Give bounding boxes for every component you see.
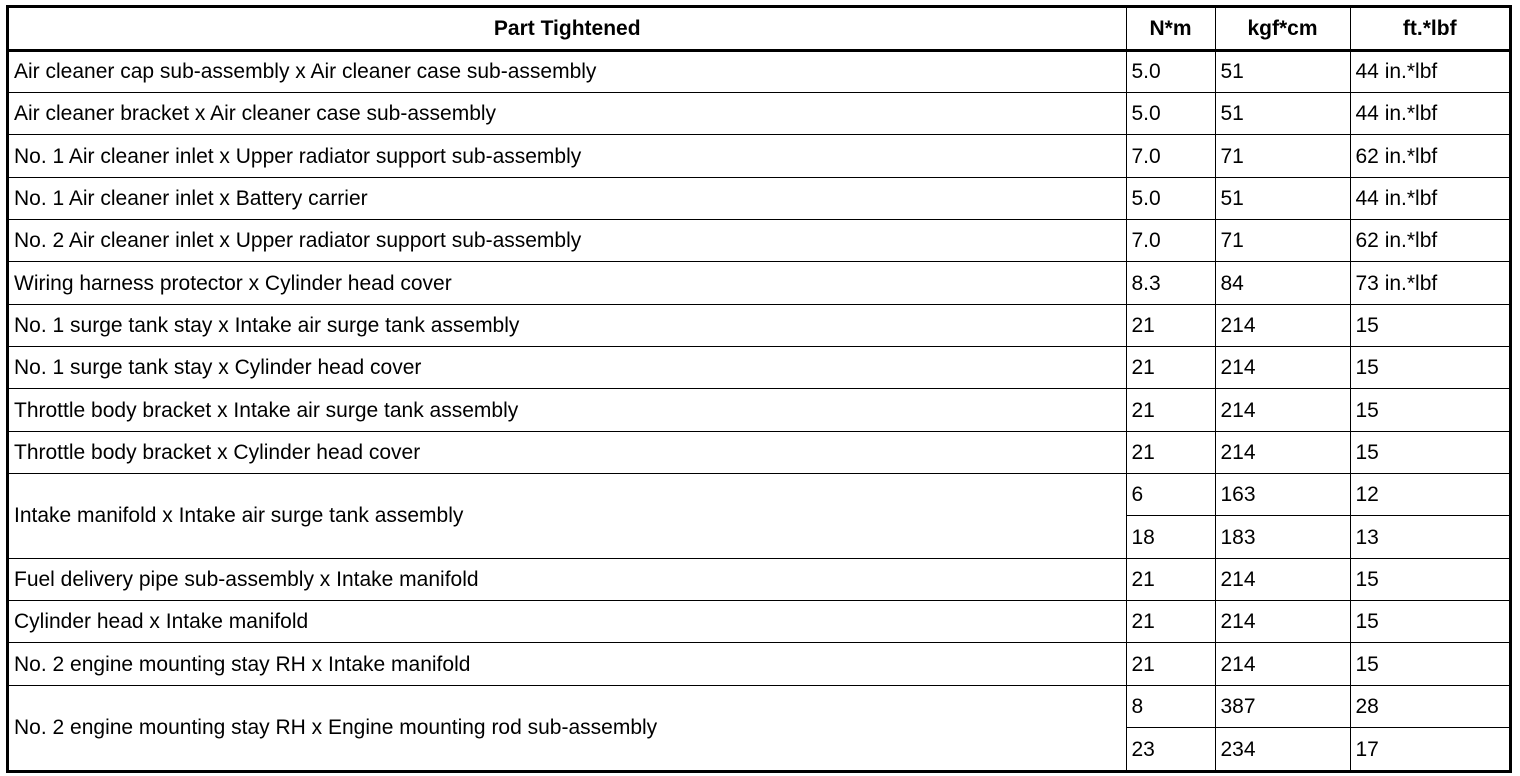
ft-cell: 62 in.*lbf [1350, 220, 1509, 262]
table-row [9, 177, 1509, 219]
table-row [9, 685, 1509, 727]
part-cell: Air cleaner cap sub-assembly x Air cleaner case sub-assembly [9, 50, 1126, 92]
ft-cell: 15 [1350, 304, 1509, 346]
nm-cell: 21 [1126, 347, 1215, 389]
kgf-cell: 214 [1215, 304, 1350, 346]
table-row [9, 50, 1509, 92]
kgf-cell: 214 [1215, 601, 1350, 643]
part-cell: Throttle body bracket x Cylinder head cover [9, 431, 1126, 473]
header-part-tightened: Part Tightened [9, 8, 1126, 50]
nm-cell: 5.0 [1126, 177, 1215, 219]
nm-cell: 23 [1126, 728, 1215, 770]
table-row [9, 135, 1509, 177]
ft-cell: 17 [1350, 728, 1509, 770]
part-cell: Throttle body bracket x Intake air surge tank assembly [9, 389, 1126, 431]
nm-cell: 21 [1126, 304, 1215, 346]
nm-cell: 7.0 [1126, 220, 1215, 262]
kgf-cell: 71 [1215, 135, 1350, 177]
table-row [9, 262, 1509, 304]
kgf-cell: 183 [1215, 516, 1350, 558]
nm-cell: 21 [1126, 601, 1215, 643]
torque-specification-table [9, 8, 1509, 770]
part-cell: No. 1 Air cleaner inlet x Battery carrier [9, 177, 1126, 219]
table-row [9, 93, 1509, 135]
ft-cell: 15 [1350, 558, 1509, 600]
nm-cell: 5.0 [1126, 50, 1215, 92]
part-cell: No. 2 engine mounting stay RH x Engine mounting rod sub-assembly [9, 685, 1126, 770]
ft-cell: 15 [1350, 389, 1509, 431]
table-row [9, 347, 1509, 389]
kgf-cell: 51 [1215, 50, 1350, 92]
kgf-cell: 387 [1215, 685, 1350, 727]
ft-cell: 44 in.*lbf [1350, 50, 1509, 92]
table-row [9, 643, 1509, 685]
ft-cell: 15 [1350, 601, 1509, 643]
nm-cell: 21 [1126, 643, 1215, 685]
ft-cell: 15 [1350, 347, 1509, 389]
table-row [9, 389, 1509, 431]
kgf-cell: 214 [1215, 347, 1350, 389]
table-row [9, 431, 1509, 473]
table-header-row [9, 8, 1509, 50]
ft-cell: 12 [1350, 474, 1509, 516]
ft-cell: 28 [1350, 685, 1509, 727]
ft-cell: 62 in.*lbf [1350, 135, 1509, 177]
kgf-cell: 214 [1215, 389, 1350, 431]
table-row [9, 558, 1509, 600]
part-cell: No. 1 surge tank stay x Intake air surge tank assembly [9, 304, 1126, 346]
part-cell: Fuel delivery pipe sub-assembly x Intake manifold [9, 558, 1126, 600]
part-cell: Air cleaner bracket x Air cleaner case sub-assembly [9, 93, 1126, 135]
nm-cell: 21 [1126, 431, 1215, 473]
ft-cell: 44 in.*lbf [1350, 93, 1509, 135]
ft-cell: 73 in.*lbf [1350, 262, 1509, 304]
ft-cell: 13 [1350, 516, 1509, 558]
ft-cell: 15 [1350, 431, 1509, 473]
table-row [9, 474, 1509, 516]
kgf-cell: 214 [1215, 643, 1350, 685]
table-row [9, 220, 1509, 262]
part-cell: No. 1 surge tank stay x Cylinder head cover [9, 347, 1126, 389]
nm-cell: 21 [1126, 389, 1215, 431]
header-kgf-cm: kgf*cm [1215, 8, 1350, 50]
part-cell: Cylinder head x Intake manifold [9, 601, 1126, 643]
kgf-cell: 214 [1215, 431, 1350, 473]
table-row [9, 601, 1509, 643]
nm-cell: 8 [1126, 685, 1215, 727]
kgf-cell: 214 [1215, 558, 1350, 600]
table-row [9, 304, 1509, 346]
part-cell: Intake manifold x Intake air surge tank assembly [9, 474, 1126, 559]
nm-cell: 18 [1126, 516, 1215, 558]
header-ft-lbf: ft.*lbf [1350, 8, 1509, 50]
kgf-cell: 71 [1215, 220, 1350, 262]
kgf-cell: 84 [1215, 262, 1350, 304]
kgf-cell: 51 [1215, 93, 1350, 135]
ft-cell: 44 in.*lbf [1350, 177, 1509, 219]
part-cell: No. 2 Air cleaner inlet x Upper radiator support sub-assembly [9, 220, 1126, 262]
nm-cell: 6 [1126, 474, 1215, 516]
ft-cell: 15 [1350, 643, 1509, 685]
part-cell: No. 1 Air cleaner inlet x Upper radiator support sub-assembly [9, 135, 1126, 177]
kgf-cell: 163 [1215, 474, 1350, 516]
kgf-cell: 234 [1215, 728, 1350, 770]
header-nm: N*m [1126, 8, 1215, 50]
part-cell: Wiring harness protector x Cylinder head cover [9, 262, 1126, 304]
torque-table-frame [6, 5, 1512, 773]
part-cell: No. 2 engine mounting stay RH x Intake manifold [9, 643, 1126, 685]
nm-cell: 8.3 [1126, 262, 1215, 304]
kgf-cell: 51 [1215, 177, 1350, 219]
nm-cell: 21 [1126, 558, 1215, 600]
nm-cell: 5.0 [1126, 93, 1215, 135]
nm-cell: 7.0 [1126, 135, 1215, 177]
